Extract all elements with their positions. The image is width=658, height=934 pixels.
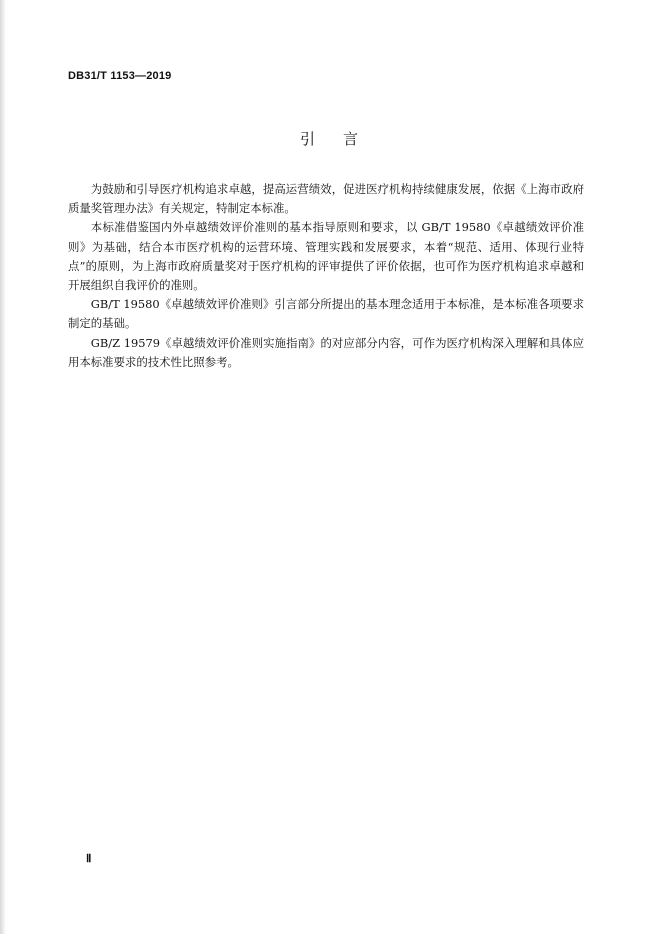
paragraph-2: 本标准借鉴国内外卓越绩效评价准则的基本指导原则和要求，以 GB/T 19580《卓越绩效评价准则》为基础，结合本市医疗机构的运营环境、管理实践和发展要求，本着“规范、适用、体现行业特点”的原则，为上海市政府质量奖对于医疗机构的评审提供了评价依据，也可作为医疗机构追求卓越和开展组织自我评价的准则。 bbox=[68, 220, 584, 293]
section-heading: 引言 bbox=[299, 130, 386, 148]
page-number: Ⅱ bbox=[86, 853, 92, 865]
paragraph-1: 为鼓励和引导医疗机构追求卓越，提高运营绩效，促进医疗机构持续健康发展，依据《上海市政府质量奖管理办法》有关规定，特制定本标准。 bbox=[68, 182, 584, 216]
document-code: DB31/T 1153—2019 bbox=[68, 70, 172, 82]
body-text bbox=[68, 180, 584, 372]
paragraph-4: GB/Z 19579《卓越绩效评价准则实施指南》的对应部分内容，可作为医疗机构深入理解和具体应用本标准要求的技术性比照参考。 bbox=[68, 335, 584, 369]
paragraph-3: GB/T 19580《卓越绩效评价准则》引言部分所提出的基本理念适用于本标准，是本标准各项要求制定的基础。 bbox=[68, 297, 584, 331]
